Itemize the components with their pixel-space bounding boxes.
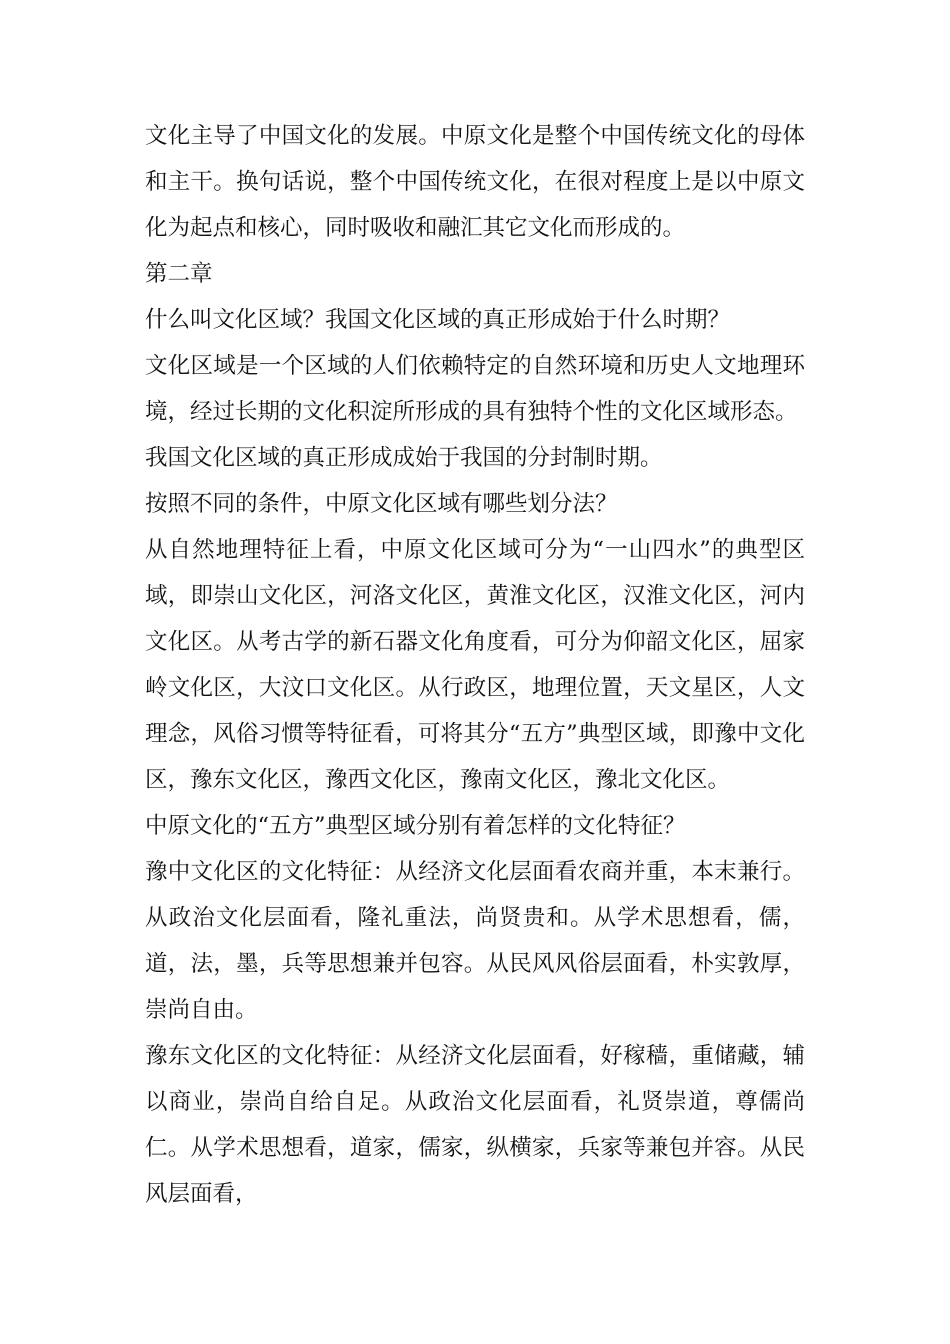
answer-culture-region-origin: 我国文化区域的真正形成成始于我国的分封制时期。 bbox=[145, 445, 663, 471]
document-body bbox=[145, 113, 805, 1217]
question-region-division: 按照不同的条件，中原文化区域有哪些划分法？ bbox=[145, 491, 618, 517]
answer-yudong-region: 豫东文化区的文化特征：从经济文化层面看，好稼穑，重储藏，辅以商业，崇尚自给自足。从政治文化层面看，礼贤崇道，尊儒尚仁。从学术思想看，道家，儒家，纵横家，兵家等兼包并容。从民风层面看， bbox=[145, 1043, 805, 1207]
answer-yuzhong-region: 豫中文化区的文化特征：从经济文化层面看农商并重，本末兼行。从政治文化层面看，隆礼重法，尚贤贵和。从学术思想看，儒，道，法，墨，兵等思想兼并包容。从民风风俗层面看，朴实敦厚，崇尚自由。 bbox=[145, 859, 805, 1023]
chapter-heading: 第二章 bbox=[145, 261, 213, 287]
question-five-regions: 中原文化的“五方”典型区域分别有着怎样的文化特征？ bbox=[145, 813, 686, 839]
answer-region-division: 从自然地理特征上看，中原文化区域可分为“一山四水”的典型区域，即崇山文化区，河洛文化区，黄淮文化区，汉淮文化区，河内文化区。从考古学的新石器文化角度看，可分为仰韶文化区，屈家岭文化区，大汶口文化区。从行政区，地理位置，天文星区，人文理念，风俗习惯等特征看，可将其分“五方”典型区域，即豫中文化区，豫东文化区，豫西文化区，豫南文化区，豫北文化区。 bbox=[145, 537, 805, 793]
question-culture-region: 什么叫文化区域？我国文化区域的真正形成始于什么时期？ bbox=[145, 307, 731, 333]
paragraph-continuation: 文化主导了中国文化的发展。中原文化是整个中国传统文化的母体和主干。换句话说，整个中国传统文化，在很对程度上是以中原文化为起点和核心，同时吸收和融汇其它文化而形成的。 bbox=[145, 123, 805, 241]
answer-culture-region-definition: 文化区域是一个区域的人们依赖特定的自然环境和历史人文地理环境，经过长期的文化积淀所形成的具有独特个性的文化区域形态。 bbox=[145, 353, 805, 425]
